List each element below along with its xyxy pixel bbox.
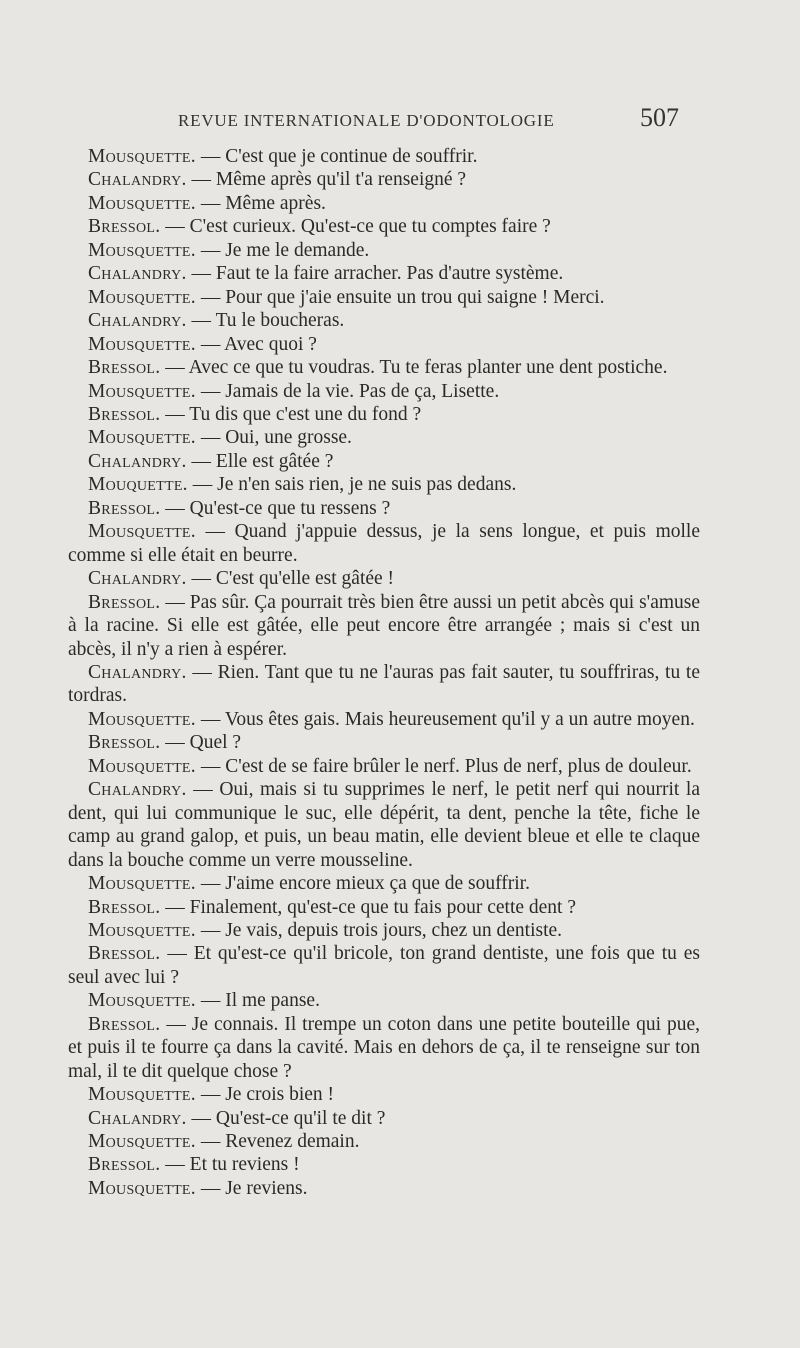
line-text: — Et tu reviens ! — [165, 1154, 300, 1176]
line-text: — Je connais. Il trempe un coton dans une petite bouteille qui pue, et puis il te fourre ça dans la cavité. Mais en dehors de ça, il te renseigne sur ton mal, il te dit quelque chose ? — [68, 1013, 700, 1082]
dialogue-line — [68, 919, 700, 942]
line-text: — Je me le demande. — [200, 239, 370, 261]
line-text: — Je crois bien ! — [200, 1084, 335, 1106]
speaker-name: Mousquette. — [88, 286, 196, 308]
speaker-name: Bressol. — [88, 896, 161, 918]
speaker-name: Bressol. — [88, 591, 161, 613]
dialogue-line — [68, 262, 700, 285]
line-text: — Tu dis que c'est une du fond ? — [165, 403, 422, 425]
dialogue-line — [68, 215, 700, 238]
speaker-name: Bressol. — [88, 1013, 161, 1035]
dialogue-line — [68, 1177, 700, 1200]
line-text: — Rien. Tant que tu ne l'auras pas fait sauter, tu souffriras, tu te tordras. — [68, 661, 700, 707]
speaker-name: Mousquette. — [88, 521, 196, 543]
speaker-name: Chalandry. — [88, 568, 187, 590]
dialogue-line — [68, 989, 700, 1012]
dialogue-line — [68, 591, 700, 661]
line-text: — Et qu'est-ce qu'il bricole, ton grand dentiste, une fois que tu es seul avec lui ? — [68, 943, 700, 988]
dialogue-text — [68, 145, 700, 1200]
line-text: — Il me panse. — [200, 990, 320, 1012]
line-text: — Jamais de la vie. Pas de ça, Lisette. — [200, 380, 500, 402]
line-text: — Oui, mais si tu supprimes le nerf, le petit nerf qui nourrit la dent, qui lui communique le suc, elle dépérit, ta dent, penche la tête, fiche le camp au grand galop, et puis, un beau matin, elle devient bleue et elle te claque dans la bouche comme un verre mousseline. — [68, 779, 700, 871]
line-text: — Faut te la faire arracher. Pas d'autre système. — [191, 263, 564, 285]
line-text: — Même après qu'il t'a renseigné ? — [191, 169, 467, 191]
dialogue-line — [68, 145, 700, 168]
speaker-name: Bressol. — [88, 732, 161, 754]
dialogue-line — [68, 567, 700, 590]
speaker-name: Mousquette. — [88, 1177, 196, 1199]
line-text: — Oui, une grosse. — [200, 427, 352, 449]
speaker-name: Mousquette. — [88, 873, 196, 895]
line-text: — Même après. — [200, 192, 326, 214]
line-text: — Quand j'appuie dessus, je la sens longue, et puis molle comme si elle était en beurre. — [68, 521, 700, 566]
page-number: 507 — [640, 103, 679, 132]
speaker-name: Mousquette. — [88, 708, 196, 730]
line-text: — J'aime encore mieux ça que de souffrir. — [200, 873, 530, 895]
dialogue-line — [68, 286, 700, 309]
running-head — [0, 103, 800, 133]
line-text: — C'est de se faire brûler le nerf. Plus de nerf, plus de douleur. — [200, 755, 692, 777]
dialogue-line — [68, 942, 700, 989]
line-text: — Avec quoi ? — [200, 333, 317, 355]
line-text: — Je n'en sais rien, je ne suis pas dedans. — [192, 474, 517, 496]
dialogue-line — [68, 1153, 700, 1176]
dialogue-line — [68, 309, 700, 332]
journal-title: REVUE INTERNATIONALE D'ODONTOLOGIE — [178, 111, 555, 130]
speaker-name: Bressol. — [88, 216, 161, 238]
speaker-name: Mouquette. — [88, 474, 188, 496]
dialogue-line — [68, 380, 700, 403]
speaker-name: Bressol. — [88, 357, 161, 379]
line-text: — Elle est gâtée ? — [191, 450, 334, 472]
speaker-name: Mousquette. — [88, 990, 196, 1012]
line-text: — C'est qu'elle est gâtée ! — [191, 568, 395, 590]
speaker-name: Bressol. — [88, 943, 161, 965]
dialogue-line — [68, 239, 700, 262]
speaker-name: Chalandry. — [88, 661, 187, 683]
speaker-name: Mousquette. — [88, 1084, 196, 1106]
speaker-name: Mousquette. — [88, 1131, 196, 1153]
line-text: — Finalement, qu'est-ce que tu fais pour cette dent ? — [165, 896, 576, 918]
speaker-name: Chalandry. — [88, 450, 187, 472]
dialogue-line — [68, 778, 700, 872]
dialogue-line — [68, 403, 700, 426]
dialogue-line — [68, 426, 700, 449]
line-text: — Pas sûr. Ça pourrait très bien être aussi un petit abcès qui s'amuse à la racine. Si elle est gâtée, elle peut encore être arrangée ; mais si c'est un abcès, il n'y a rien à espérer. — [68, 591, 701, 660]
speaker-name: Bressol. — [88, 403, 161, 425]
dialogue-line — [68, 356, 700, 379]
speaker-name: Mousquette. — [88, 919, 196, 941]
line-text: — Quel ? — [165, 732, 242, 754]
dialogue-line — [68, 1107, 700, 1130]
dialogue-line — [68, 473, 700, 496]
dialogue-line — [68, 1130, 700, 1153]
line-text: — Vous êtes gais. Mais heureusement qu'il y a un autre moyen. — [200, 708, 695, 730]
line-text: — Avec ce que tu voudras. Tu te feras planter une dent postiche. — [165, 357, 668, 379]
dialogue-line — [68, 661, 700, 708]
speaker-name: Mousquette. — [88, 239, 196, 261]
line-text: — Revenez demain. — [200, 1131, 360, 1153]
dialogue-line — [68, 520, 700, 567]
speaker-name: Chalandry. — [88, 1107, 187, 1129]
line-text: — Qu'est-ce qu'il te dit ? — [191, 1107, 386, 1129]
speaker-name: Chalandry. — [88, 779, 187, 801]
dialogue-line — [68, 497, 700, 520]
speaker-name: Bressol. — [88, 1154, 161, 1176]
line-text: — C'est curieux. Qu'est-ce que tu comptes faire ? — [165, 216, 551, 238]
speaker-name: Mousquette. — [88, 192, 196, 214]
dialogue-line — [68, 192, 700, 215]
speaker-name: Mousquette. — [88, 755, 196, 777]
dialogue-line — [68, 450, 700, 473]
speaker-name: Bressol. — [88, 497, 161, 519]
dialogue-line — [68, 708, 700, 731]
speaker-name: Chalandry. — [88, 263, 187, 285]
dialogue-line — [68, 1013, 700, 1083]
dialogue-line — [68, 896, 700, 919]
speaker-name: Chalandry. — [88, 310, 187, 332]
line-text: — C'est que je continue de souffrir. — [200, 146, 478, 167]
line-text: — Tu le boucheras. — [191, 310, 345, 332]
dialogue-line — [68, 1083, 700, 1106]
speaker-name: Mousquette. — [88, 427, 196, 449]
speaker-name: Chalandry. — [88, 169, 187, 191]
dialogue-line — [68, 333, 700, 356]
line-text: — Pour que j'aie ensuite un trou qui saigne ! Merci. — [200, 286, 605, 308]
dialogue-line — [68, 731, 700, 754]
line-text: — Qu'est-ce que tu ressens ? — [165, 497, 391, 519]
dialogue-line — [68, 168, 700, 191]
line-text: — Je vais, depuis trois jours, chez un dentiste. — [200, 919, 563, 941]
speaker-name: Mousquette. — [88, 333, 196, 355]
dialogue-line — [68, 872, 700, 895]
speaker-name: Mousquette. — [88, 380, 196, 402]
speaker-name: Mousquette. — [88, 146, 196, 167]
dialogue-line — [68, 755, 700, 778]
line-text: — Je reviens. — [200, 1177, 308, 1199]
